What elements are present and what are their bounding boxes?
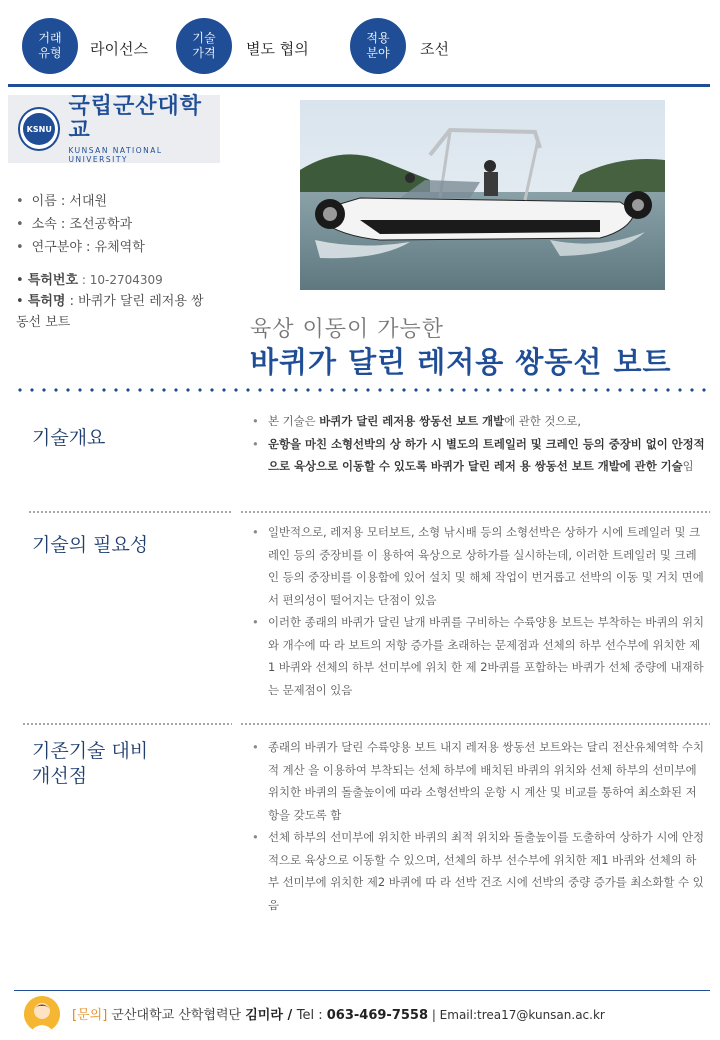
list-item — [250, 410, 705, 433]
section-label-improvement — [32, 739, 148, 789]
contact-info — [72, 1004, 605, 1023]
seal-text: KSNU — [23, 113, 55, 145]
badge-label-line2: 분야 — [366, 46, 390, 60]
list-item: • 선체 하부의 선미부에 위치한 바퀴의 최적 위치와 돌출높이를 도출하여 상하가 시에 안정적으로 육상으로 이동할 수 있으며, 선체의 하부 선수부에 위치한 제1 바퀴와 선체의 하부 선미부에 위치한 제2 바퀴에 따 라 선박 건조 시에 선박의 중량 증가를 최소화할 수 있음 — [250, 826, 705, 916]
patent-info — [16, 270, 216, 333]
badge-label-line1: 기술 — [192, 31, 216, 45]
label-line2: 개선점 — [32, 765, 88, 787]
section-label-overview: 기술개요 — [32, 427, 106, 449]
list-item: • 이러한 종래의 바퀴가 달린 날개 바퀴를 구비하는 수륙양용 보트는 부착하는 바퀴의 위치와 개수에 따 라 보트의 저항 증가를 초래하는 문제점과 선체의 하부 선수부에 위치한 제1 바퀴와 선체의 하부 선미부에 위치 한 제 2바퀴를 포함하는 바퀴가 선체 중량에 내재하는 문제점이 있음 — [250, 611, 705, 701]
section-body-improvement — [250, 736, 705, 916]
text-strong: 운항을 마친 소형선박의 상 하가 시 별도의 트레일러 및 크레인 등의 중장비 없이 안정적으로 육상으로 이동할 수 있도록 바퀴가 달린 레저 용 쌍동선 보트 개발에 관한 기술 — [268, 436, 705, 473]
tel-number[interactable]: 063-469-7558 — [326, 1008, 428, 1023]
inventor-info — [16, 190, 145, 259]
tech-price-value: 별도 협의 — [246, 40, 309, 58]
inquiry-label: [문의] — [72, 1008, 108, 1023]
page-title: 바퀴가 달린 레저용 쌍동선 보트 — [250, 345, 672, 379]
email-link[interactable]: | Email:trea17@kunsan.ac.kr — [428, 1008, 605, 1022]
inventor-department: • 소속 : 조선공학과 — [16, 213, 145, 236]
badge-label-line2: 가격 — [192, 46, 216, 60]
title-divider — [14, 388, 710, 392]
text-strong: 바퀴가 달린 레저용 쌍동선 보트 개발 — [319, 414, 505, 428]
application-field-badge — [350, 18, 406, 74]
section-divider-right — [240, 511, 710, 513]
subtitle: 육상 이동이 가능한 — [250, 317, 445, 342]
patent-number-label: 특허번호 — [27, 273, 79, 288]
list-item: • 종래의 바퀴가 달린 수륙양용 보트 내지 레저용 쌍동선 보트와는 달리 전산유체역학 수치적 계산 을 이용하여 부착되는 선체 하부에 배치된 바퀴의 위치와 선체 하부의 선미부에 위치한 바퀴의 돌출높이에 따라 소형선박의 운항 시 계산 및 비교를 통하여 최소화된 저항을 갖도록 함 — [250, 736, 705, 826]
tech-price-badge — [176, 18, 232, 74]
separator: / — [282, 1008, 297, 1023]
section-divider-left — [28, 511, 232, 513]
section-divider-left — [22, 723, 232, 725]
trade-type-badge — [22, 18, 78, 74]
logo-korean-name: 국립군산대학교 — [68, 93, 202, 143]
tel-label: Tel : — [296, 1008, 327, 1023]
inventor-research-field: • 연구분야 : 유체역학 — [16, 236, 145, 259]
patent-name-label: 특허명 — [27, 294, 66, 309]
logo-english-name: KUNSAN NATIONAL UNIVERSITY — [68, 145, 163, 164]
university-seal-icon — [18, 107, 60, 151]
patent-name: • 특허명 : 바퀴가 달린 레저용 쌍동선 보트 — [16, 294, 204, 330]
text: 에 관한 것으로, — [504, 414, 582, 428]
section-body-necessity — [250, 521, 705, 701]
contact-avatar-icon — [24, 996, 60, 1032]
header-divider — [8, 84, 710, 87]
text: 임 — [682, 459, 694, 473]
patent-number: • 특허번호 : 10-2704309 — [16, 273, 163, 288]
boat-photo — [300, 100, 665, 290]
list-item: • 일반적으로, 레저용 모터보트, 소형 낚시배 등의 소형선박은 상하가 시에 트레일러 및 크레인 등의 중장비를 이 용하여 육상으로 상하가를 실시하는데, 이러한 트레일러 및 크레인 등의 중장비를 이용함에 있어 설치 및 해체 작업이 번거롭고 선박의 이동 및 거치 면에서 편의성이 떨어지는 단점이 있음 — [250, 521, 705, 611]
patent-name-value: : 바퀴가 달린 레저용 쌍동선 보트 — [16, 294, 204, 330]
section-label-necessity: 기술의 필요성 — [32, 534, 149, 556]
label-line1: 기존기술 대비 — [32, 740, 149, 762]
application-field-value: 조선 — [420, 40, 449, 58]
badge-label-line2: 유형 — [38, 46, 62, 60]
section-divider-right — [240, 723, 710, 725]
contact-org: 군산대학교 산학협력단 — [107, 1008, 246, 1023]
inventor-name: • 이름 : 서대원 — [16, 190, 145, 213]
list-item — [250, 433, 705, 478]
badge-label-line1: 적용 — [366, 31, 390, 45]
footer-divider — [14, 990, 710, 991]
header-bar — [0, 0, 720, 88]
text: 본 기술은 — [268, 414, 320, 428]
trade-type-value: 라이선스 — [90, 40, 148, 58]
badge-label-line1: 거래 — [38, 31, 62, 45]
contact-person: 김미라 — [245, 1008, 283, 1023]
patent-number-value: : 10-2704309 — [78, 273, 163, 287]
section-body-overview — [250, 410, 705, 478]
university-logo — [8, 95, 220, 163]
